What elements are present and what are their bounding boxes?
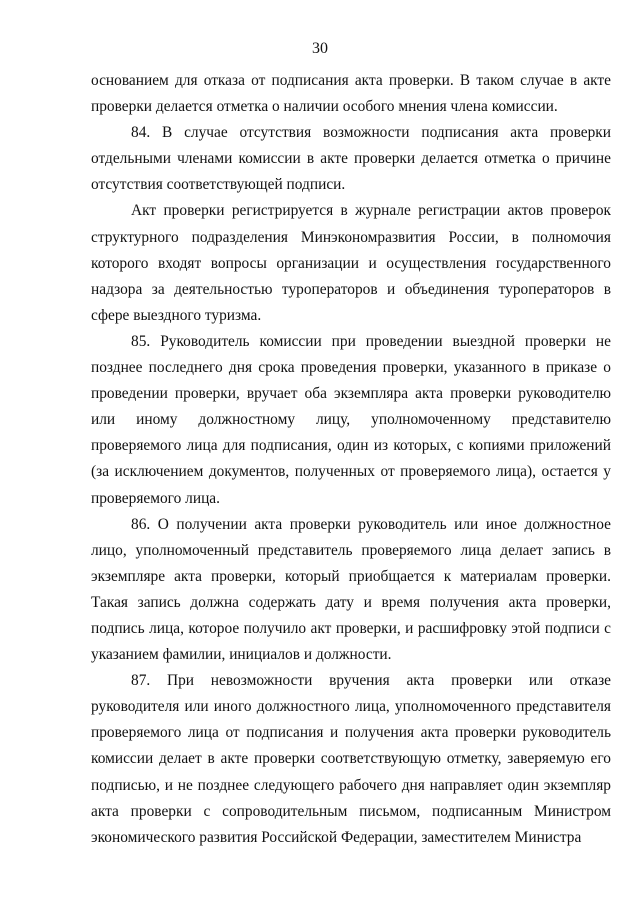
paragraph-continuation: основанием для отказа от подписания акта проверки. В таком случае в акте проверки делается отметка о наличии особого мнения члена комиссии. xyxy=(91,72,611,116)
paragraph-85: 85. Руководитель комиссии при проведении выездной проверки не позднее последнего дня срока проведения проверки, указанного в приказе о проведении проверки, вручает оба экземпляра акта проверки руководителю или иному должностному лицу, уполномоченному представителю проверяемого лица для подписания, один из которых, с копиями приложений (за исключением документов, полученных от проверяемого лица), остается у проверяемого лица. xyxy=(91,332,611,507)
page-number: 30 xyxy=(312,40,328,57)
paragraph-86: 86. О получении акта проверки руководитель или иное должностное лицо, уполномоченный представитель проверяемого лица делает запись в экземпляре акта проверки, который приобщается к материалам проверки. Такая запись должна содержать дату и время получения акта проверки, подпись лица, которое получило акт проверки, и расшифровку этой подписи с указанием фамилии, инициалов и должности. xyxy=(91,515,611,664)
page-body xyxy=(91,68,611,851)
paragraph-act-registration: Акт проверки регистрируется в журнале регистрации актов проверок структурного подразделения Минэкономразвития России, в полномочия которого входят вопросы организации и осуществления государственного надзора за деятельностью туроператоров и объединения туроператоров в сфере выездного туризма. xyxy=(91,202,611,324)
paragraph-87: 87. При невозможности вручения акта проверки или отказе руководителя или иного должностного лица, уполномоченного представителя проверяемого лица от подписания и получения акта проверки руководитель комиссии делает в акте проверки соответствующую отметку, заверяемую его подписью, и не позднее следующего рабочего дня направляет один экземпляр акта проверки с сопроводительным письмом, подписанным Министром экономического развития Российской Федерации, заместителем Министра xyxy=(91,672,611,846)
paragraph-84: 84. В случае отсутствия возможности подписания акта проверки отдельными членами комиссии в акте проверки делается отметка о причине отсутствия соответствующей подписи. xyxy=(91,124,611,194)
